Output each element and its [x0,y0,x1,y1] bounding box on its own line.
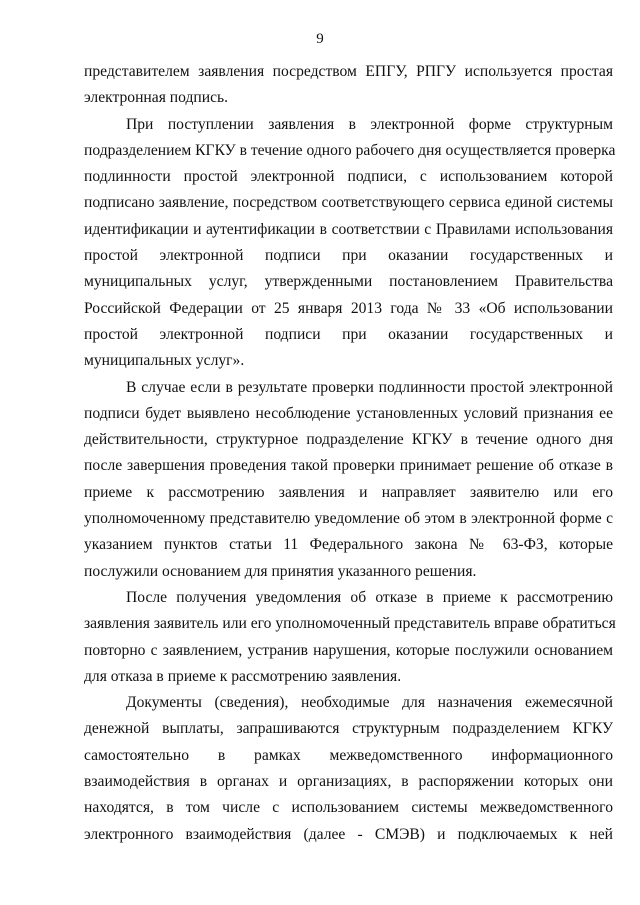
text-line: повторно с заявлением, устранив нарушения, которые послужили основанием [84,641,613,659]
paragraph-5 [84,690,613,848]
text-line: Российской Федерации от 25 января 2013 года № 33 «Об использовании [84,299,613,317]
paragraph-4 [84,585,616,690]
page-number: 9 [316,31,324,47]
text-line: электронная подпись. [84,89,229,107]
text-line: после завершения проведения такой проверки принимает решение об отказе в [84,457,613,475]
text-line: электронного взаимодействия (далее - СМЭВ) и подключаемых к ней [84,825,613,843]
text-line: представителем заявления посредством ЕПГУ, РПГУ используется простая [84,63,613,80]
text-line: Документы (сведения), необходимые для назначения ежемесячной [126,694,613,712]
paragraph-3 [84,375,613,585]
text-line: уполномоченному представителю уведомление об этом в электронной форме с [84,510,613,528]
text-line: заявления заявитель или его уполномоченный представитель вправе обратиться [84,615,616,633]
text-line: самостоятельно в рамках межведомственного информационного [84,746,613,764]
text-line: находятся, в том числе с использованием системы межведомственного [84,799,613,817]
text-line: муниципальных услуг, утвержденными постановлением Правительства [84,273,613,291]
paragraph-1 [84,59,613,112]
text-line: подлинности простой электронной подписи, с использованием которой [84,168,613,186]
text-line: После получения уведомления об отказе в приеме к рассмотрению [126,588,613,606]
text-line: идентификации и аутентификации в соответствии с Правилами использования [84,220,613,238]
text-line: приеме к рассмотрению заявления и направляет заявителю или его [84,483,613,501]
text-line: подписи будет выявлено несоблюдение установленных условий признания ее [84,404,613,422]
text-line: простой электронной подписи при оказании государственных и [84,247,613,265]
paragraph-2 [84,112,616,375]
text-line: В случае если в результате проверки подлинности простой электронной [126,378,613,396]
text-line: для отказа в приеме к рассмотрению заявления. [84,667,402,685]
text-line: подписано заявление, посредством соответствующего сервиса единой системы [84,194,613,212]
text-line: денежной выплаты, запрашиваются структурным подразделением КГКУ [84,720,613,738]
text-line: При поступлении заявления в электронной форме структурным [126,115,613,133]
text-line: действительности, структурное подразделение КГКУ в течение одного дня [84,431,613,449]
text-line: взаимодействия в органах и организациях, в распоряжении которых они [84,773,613,791]
text-line: подразделением КГКУ в течение одного рабочего дня осуществляется проверка [84,141,616,159]
text-line: указанием пунктов статьи 11 Федерального закона № 63-ФЗ, которые [84,536,613,554]
text-line: послужили основанием для принятия указанного решения. [84,562,477,580]
text-line: муниципальных услуг». [84,352,245,370]
document-body [84,59,616,848]
text-line: простой электронной подписи при оказании государственных и [84,325,613,343]
